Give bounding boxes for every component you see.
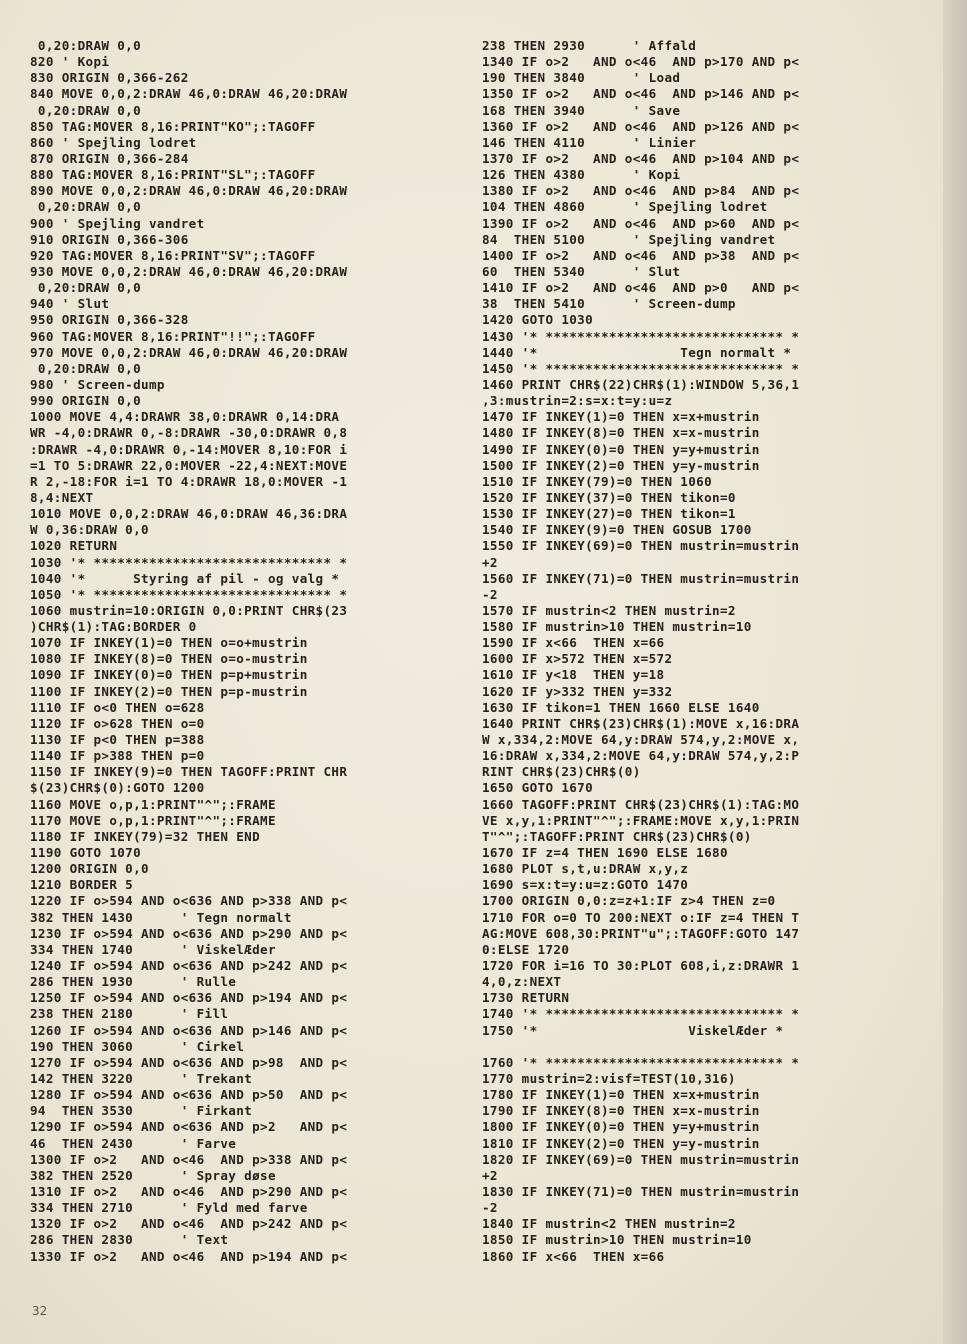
code-line: W x,334,2:MOVE 64,y:DRAW 574,y,2:MOVE x, xyxy=(482,732,800,748)
code-line: 910 ORIGIN 0,366-306 xyxy=(30,231,189,247)
code-line: 1500 IF INKEY(2)=0 THEN y=y-mustrin xyxy=(482,457,760,473)
code-line: 1550 IF INKEY(69)=0 THEN mustrin=mustrin xyxy=(482,538,800,554)
code-line: 900 ' Spejling vandret xyxy=(30,215,205,231)
code-line: 860 ' Spejling lodret xyxy=(30,134,197,150)
code-line: 870 ORIGIN 0,366-284 xyxy=(30,150,189,166)
code-line: 1530 IF INKEY(27)=0 THEN tikon=1 xyxy=(482,506,736,522)
code-line: 1390 IF o>2 AND o<46 AND p>60 AND p< xyxy=(482,215,800,231)
code-line: 1640 PRINT CHR$(23)CHR$(1):MOVE x,16:DRA xyxy=(482,715,800,731)
code-line: 950 ORIGIN 0,366-328 xyxy=(30,312,189,328)
code-line: 1430 '* ****************************** * xyxy=(482,328,800,344)
code-line: VE x,y,1:PRINT"^";:FRAME:MOVE x,y,1:PRIN xyxy=(482,812,800,828)
code-line: 1440 '* Tegn normalt * xyxy=(482,344,792,360)
code-line: 0,20:DRAW 0,0 xyxy=(30,360,142,376)
code-line: 38 THEN 5410 ' Screen-dump xyxy=(482,296,736,312)
code-line: 94 THEN 3530 ' Firkant xyxy=(30,1103,253,1119)
code-line: 60 THEN 5340 ' Slut xyxy=(482,263,681,279)
code-line xyxy=(482,1039,932,1055)
left-code-column xyxy=(30,38,470,1265)
code-line: 920 TAG:MOVER 8,16:PRINT"SV";:TAGOFF xyxy=(30,247,316,263)
code-line: 1280 IF o>594 AND o<636 AND p>50 AND p< xyxy=(30,1087,348,1103)
code-line: 1240 IF o>594 AND o<636 AND p>242 AND p< xyxy=(30,958,348,974)
code-line: -2 xyxy=(482,1200,498,1216)
code-line: 1510 IF INKEY(79)=0 THEN 1060 xyxy=(482,473,713,489)
code-line: 930 MOVE 0,0,2:DRAW 46,0:DRAW 46,20:DRAW xyxy=(30,263,348,279)
code-line: 1740 '* ****************************** * xyxy=(482,1006,800,1022)
code-line: 1100 IF INKEY(2)=0 THEN p=p-mustrin xyxy=(30,683,308,699)
code-line: 1010 MOVE 0,0,2:DRAW 46,0:DRAW 46,36:DRA xyxy=(30,506,348,522)
code-line: $(23)CHR$(0):GOTO 1200 xyxy=(30,780,205,796)
code-line: 1060 mustrin=10:ORIGIN 0,0:PRINT CHR$(23 xyxy=(30,602,348,618)
code-line: 1470 IF INKEY(1)=0 THEN x=x+mustrin xyxy=(482,409,760,425)
code-line: 1380 IF o>2 AND o<46 AND p>84 AND p< xyxy=(482,183,800,199)
code-line: 1090 IF INKEY(0)=0 THEN p=p+mustrin xyxy=(30,667,308,683)
code-line: 1110 IF o<0 THEN o=628 xyxy=(30,699,205,715)
code-line: 1780 IF INKEY(1)=0 THEN x=x+mustrin xyxy=(482,1087,760,1103)
code-line: 1160 MOVE o,p,1:PRINT"^";:FRAME xyxy=(30,796,276,812)
code-line: 1030 '* ****************************** * xyxy=(30,554,348,570)
code-line: +2 xyxy=(482,554,498,570)
code-line: 820 ' Kopi xyxy=(30,54,110,70)
code-line: 0,20:DRAW 0,0 xyxy=(30,38,142,53)
code-line: T"^";:TAGOFF:PRINT CHR$(23)CHR$(0) xyxy=(482,828,752,844)
code-line: 840 MOVE 0,0,2:DRAW 46,0:DRAW 46,20:DRAW xyxy=(30,86,348,102)
code-line: 142 THEN 3220 ' Trekant xyxy=(30,1071,253,1086)
code-line: AG:MOVE 608,30:PRINT"u";:TAGOFF:GOTO 147 xyxy=(482,925,800,941)
code-line: 190 THEN 3840 ' Load xyxy=(482,70,681,86)
code-line: 1410 IF o>2 AND o<46 AND p>0 AND p< xyxy=(482,280,800,296)
code-line: 1290 IF o>594 AND o<636 AND p>2 AND p< xyxy=(30,1119,348,1135)
code-line: 190 THEN 3060 ' Cirkel xyxy=(30,1038,245,1054)
code-line: =1 TO 5:DRAWR 22,0:MOVER -22,4:NEXT:MOVE xyxy=(30,457,348,473)
page-edge-shadow xyxy=(943,0,967,1344)
code-line: 104 THEN 4860 ' Spejling lodret xyxy=(482,199,768,215)
code-line: 1050 '* ****************************** * xyxy=(30,586,348,602)
code-line: 1300 IF o>2 AND o<46 AND p>338 AND p< xyxy=(30,1151,348,1167)
code-line: 1840 IF mustrin<2 THEN mustrin=2 xyxy=(482,1216,736,1232)
code-line: 8,4:NEXT xyxy=(30,489,94,505)
right-code-column xyxy=(482,38,932,1265)
code-line: 1760 '* ****************************** * xyxy=(482,1054,800,1070)
code-line: 1000 MOVE 4,4:DRAWR 38,0:DRAWR 0,14:DRA xyxy=(30,409,340,425)
code-line: 1750 '* ViskelÆder * xyxy=(482,1022,784,1038)
code-line: 1600 IF x>572 THEN x=572 xyxy=(482,651,673,667)
code-line: 146 THEN 4110 ' Linier xyxy=(482,134,697,150)
code-line: 0,20:DRAW 0,0 xyxy=(30,280,142,296)
code-line: 1590 IF x<66 THEN x=66 xyxy=(482,635,665,651)
code-line: 980 ' Screen-dump xyxy=(30,376,165,392)
code-line: 1830 IF INKEY(71)=0 THEN mustrin=mustrin xyxy=(482,1183,800,1199)
code-line: 1150 IF INKEY(9)=0 THEN TAGOFF:PRINT CHR xyxy=(30,764,348,780)
code-line: 1310 IF o>2 AND o<46 AND p>290 AND p< xyxy=(30,1183,348,1199)
code-line: 286 THEN 2830 ' Text xyxy=(30,1232,229,1248)
code-line: +2 xyxy=(482,1167,498,1183)
code-line: 890 MOVE 0,0,2:DRAW 46,0:DRAW 46,20:DRAW xyxy=(30,183,348,199)
code-line: 1670 IF z=4 THEN 1690 ELSE 1680 xyxy=(482,845,728,861)
code-line: 1070 IF INKEY(1)=0 THEN o=o+mustrin xyxy=(30,635,308,651)
code-line: 1270 IF o>594 AND o<636 AND p>98 AND p< xyxy=(30,1054,348,1070)
code-line: 1850 IF mustrin>10 THEN mustrin=10 xyxy=(482,1232,752,1248)
code-line: 1020 RETURN xyxy=(30,538,118,554)
code-line: 1690 s=x:t=y:u=z:GOTO 1470 xyxy=(482,877,689,893)
code-line: 334 THEN 1740 ' ViskelÆder xyxy=(30,941,276,957)
code-line: -2 xyxy=(482,586,498,602)
code-line: 1250 IF o>594 AND o<636 AND p>194 AND p< xyxy=(30,990,348,1006)
code-line: 1620 IF y>332 THEN y=332 xyxy=(482,683,673,699)
code-line: 1170 MOVE o,p,1:PRINT"^";:FRAME xyxy=(30,812,276,828)
code-line: R 2,-18:FOR i=1 TO 4:DRAWR 18,0:MOVER -1 xyxy=(30,473,348,489)
code-line: 1860 IF x<66 THEN x=66 xyxy=(482,1248,665,1264)
page-number: 32 xyxy=(32,1304,48,1318)
code-line: 1610 IF y<18 THEN y=18 xyxy=(482,667,665,683)
code-line: 1820 IF INKEY(69)=0 THEN mustrin=mustrin xyxy=(482,1151,800,1167)
code-line: 1680 PLOT s,t,u:DRAW x,y,z xyxy=(482,861,689,877)
code-line: 1730 RETURN xyxy=(482,990,570,1006)
code-line: 1190 GOTO 1070 xyxy=(30,845,142,861)
code-line: 1770 mustrin=2:visf=TEST(10,316) xyxy=(482,1071,736,1086)
code-line: W 0,36:DRAW 0,0 xyxy=(30,522,149,538)
code-line: )CHR$(1):TAG:BORDER 0 xyxy=(30,619,197,635)
code-line: 1120 IF o>628 THEN o=0 xyxy=(30,715,205,731)
code-line: 286 THEN 1930 ' Rulle xyxy=(30,974,237,990)
code-line: 382 THEN 2520 ' Spray døse xyxy=(30,1167,276,1183)
code-line: 1260 IF o>594 AND o<636 AND p>146 AND p< xyxy=(30,1022,348,1038)
code-line: 1540 IF INKEY(9)=0 THEN GOSUB 1700 xyxy=(482,522,752,538)
code-line: 1520 IF INKEY(37)=0 THEN tikon=0 xyxy=(482,489,736,505)
code-line: 1580 IF mustrin>10 THEN mustrin=10 xyxy=(482,619,752,635)
code-line: 1400 IF o>2 AND o<46 AND p>38 AND p< xyxy=(482,247,800,263)
code-line: 1200 ORIGIN 0,0 xyxy=(30,861,149,877)
code-line: 1650 GOTO 1670 xyxy=(482,780,594,796)
code-line: 1350 IF o>2 AND o<46 AND p>146 AND p< xyxy=(482,86,800,102)
code-line: 1560 IF INKEY(71)=0 THEN mustrin=mustrin xyxy=(482,570,800,586)
code-line: 940 ' Slut xyxy=(30,296,110,312)
code-line: 1630 IF tikon=1 THEN 1660 ELSE 1640 xyxy=(482,699,760,715)
code-line: 990 ORIGIN 0,0 xyxy=(30,393,142,409)
code-line: 1570 IF mustrin<2 THEN mustrin=2 xyxy=(482,602,736,618)
code-line: 1720 FOR i=16 TO 30:PLOT 608,i,z:DRAWR 1 xyxy=(482,958,800,974)
code-line: 1710 FOR o=0 TO 200:NEXT o:IF z=4 THEN T xyxy=(482,909,800,925)
code-line: 238 THEN 2180 ' Fill xyxy=(30,1006,229,1022)
code-line: 1040 '* Styring af pil - og valg * xyxy=(30,570,340,586)
code-line: WR -4,0:DRAWR 0,-8:DRAWR -30,0:DRAWR 0,8 xyxy=(30,425,348,441)
code-line: 1130 IF p<0 THEN p=388 xyxy=(30,732,205,748)
code-line: 0:ELSE 1720 xyxy=(482,941,570,957)
code-line: 0,20:DRAW 0,0 xyxy=(30,102,142,118)
code-line: 850 TAG:MOVER 8,16:PRINT"KO";:TAGOFF xyxy=(30,118,316,134)
code-line: 1490 IF INKEY(0)=0 THEN y=y+mustrin xyxy=(482,441,760,457)
code-line: 1810 IF INKEY(2)=0 THEN y=y-mustrin xyxy=(482,1135,760,1151)
code-line: 168 THEN 3940 ' Save xyxy=(482,102,681,118)
code-line: 1800 IF INKEY(0)=0 THEN y=y+mustrin xyxy=(482,1119,760,1135)
code-line: 1660 TAGOFF:PRINT CHR$(23)CHR$(1):TAG:MO xyxy=(482,796,800,812)
code-line: 1460 PRINT CHR$(22)CHR$(1):WINDOW 5,36,1 xyxy=(482,376,800,392)
code-line: 1210 BORDER 5 xyxy=(30,877,134,893)
code-line: 382 THEN 1430 ' Tegn normalt xyxy=(30,909,292,925)
code-line: 1360 IF o>2 AND o<46 AND p>126 AND p< xyxy=(482,118,800,134)
code-line: 1330 IF o>2 AND o<46 AND p>194 AND p< xyxy=(30,1248,348,1264)
code-line: 1700 ORIGIN 0,0:z=z+1:IF z>4 THEN z=0 xyxy=(482,893,776,909)
code-line: 1450 '* ****************************** * xyxy=(482,360,800,376)
code-line: 1180 IF INKEY(79)=32 THEN END xyxy=(30,828,261,844)
code-line: 16:DRAW x,334,2:MOVE 64,y:DRAW 574,y,2:P xyxy=(482,748,800,764)
code-line: 1340 IF o>2 AND o<46 AND p>170 AND p< xyxy=(482,54,800,70)
code-line: 1320 IF o>2 AND o<46 AND p>242 AND p< xyxy=(30,1216,348,1232)
code-line: 1790 IF INKEY(8)=0 THEN x=x-mustrin xyxy=(482,1103,760,1119)
code-line: 334 THEN 2710 ' Fyld med farve xyxy=(30,1200,308,1216)
code-line: 830 ORIGIN 0,366-262 xyxy=(30,70,189,86)
code-line: 1140 IF p>388 THEN p=0 xyxy=(30,748,205,764)
code-line: 126 THEN 4380 ' Kopi xyxy=(482,167,681,183)
code-line: 1230 IF o>594 AND o<636 AND p>290 AND p< xyxy=(30,925,348,941)
code-line: 0,20:DRAW 0,0 xyxy=(30,199,142,215)
code-line: 1080 IF INKEY(8)=0 THEN o=o-mustrin xyxy=(30,651,308,667)
code-line: 1480 IF INKEY(8)=0 THEN x=x-mustrin xyxy=(482,425,760,441)
code-line: 1370 IF o>2 AND o<46 AND p>104 AND p< xyxy=(482,150,800,166)
code-line: :DRAWR -4,0:DRAWR 0,-14:MOVER 8,10:FOR i xyxy=(30,441,348,457)
code-line: 4,0,z:NEXT xyxy=(482,974,562,990)
code-line: 960 TAG:MOVER 8,16:PRINT"!!";:TAGOFF xyxy=(30,328,316,344)
code-line: RINT CHR$(23)CHR$(0) xyxy=(482,764,641,780)
code-line: 238 THEN 2930 ' Affald xyxy=(482,38,697,53)
code-line: 46 THEN 2430 ' Farve xyxy=(30,1135,237,1151)
code-line: 880 TAG:MOVER 8,16:PRINT"SL";:TAGOFF xyxy=(30,167,316,183)
code-line: 84 THEN 5100 ' Spejling vandret xyxy=(482,231,776,247)
code-line: 1220 IF o>594 AND o<636 AND p>338 AND p< xyxy=(30,893,348,909)
code-line: 1420 GOTO 1030 xyxy=(482,312,594,328)
code-line: ,3:mustrin=2:s=x:t=y:u=z xyxy=(482,393,673,409)
code-line: 970 MOVE 0,0,2:DRAW 46,0:DRAW 46,20:DRAW xyxy=(30,344,348,360)
